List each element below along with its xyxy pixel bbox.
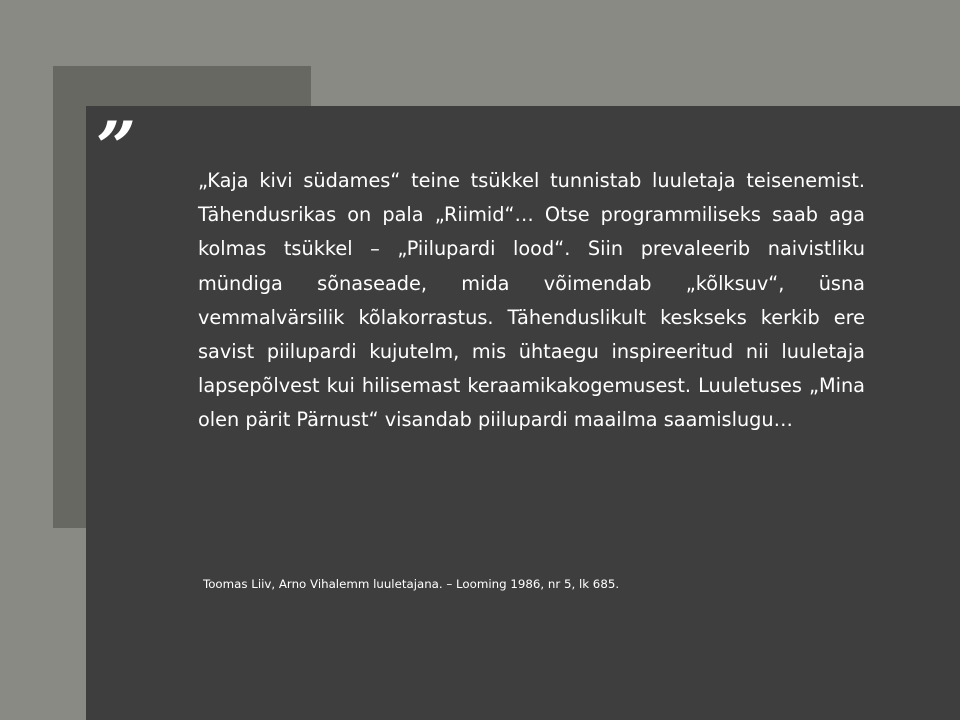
quotation-mark-icon: ” <box>96 106 137 189</box>
quote-text: „Kaja kivi südames“ teine tsükkel tunnistab luuletaja teisenemist. Tähendusrikas on pala „Riimid“… Otse programmiliseks saab aga kolmas tsükkel – „Piilupardi lood“. Siin prevaleerib naivistliku mündiga sõnaseade, mida võimendab „kõlksuv“, üsna vemmalvärsilik kõlakorrastus. Tähenduslikult keskseks kerkib ere savist piilupardi kujutelm, mis ühtaegu inspireeritud nii luuletaja lapsepõlvest kui hilisemast keraamikakogemusest. Luuletuses „Mina olen pärit Pärnust“ visandab piilupardi maailma saamislugu… <box>198 169 865 432</box>
citation: Toomas Liiv, Arno Vihalemm luuletajana. – Looming 1986, nr 5, lk 685. <box>203 577 620 591</box>
